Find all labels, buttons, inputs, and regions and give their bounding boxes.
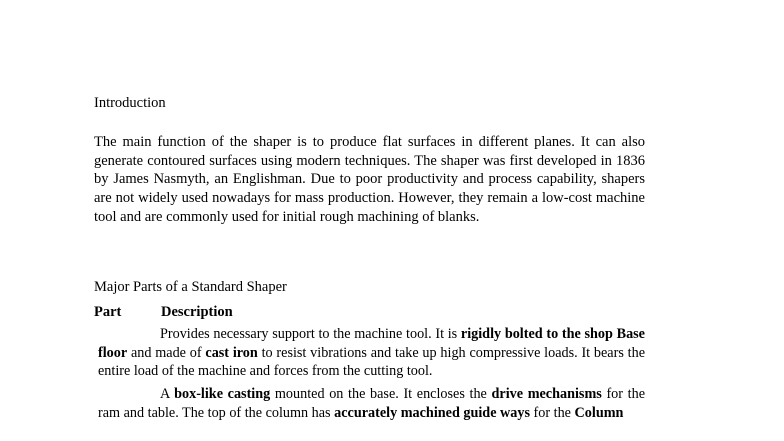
part-name: Base [616,326,645,342]
description-column-header: Description [161,304,233,320]
description-text: accurately machined guide ways [334,404,530,421]
description-text: floor [98,344,128,361]
introduction-paragraph: The main function of the shaper is to produce flat surfaces in different planes. It can also generate contoured surfaces using modern techniques. The shaper was first developed in 1836 by James Nasmyth, an Englishman. Due to poor productivity and process capability, shapers are not widely used nowadays for mass production. However, they remain a low-cost machine tool and are commonly used for initial rough machining of blanks. [94,134,645,225]
description-text: box-like casting [174,386,271,402]
table-row [98,385,645,422]
parts-table-header [94,304,654,322]
description-text: Provides necessary support to the machine tool. It is [160,326,461,342]
description-text: drive mechanisms [491,386,602,402]
description-text: to resist vibrations and take up high compressive loads. It bears the entire load of the machine and forces from the cutting tool. [98,344,645,379]
description-text: for the [530,404,575,421]
description-text: rigidly bolted to the shop [460,326,617,342]
description-text: for the ram and table. The top of the column has [98,386,645,421]
description-text: A [160,386,175,402]
part-name: Column [574,404,624,421]
introduction-heading: Introduction [94,95,166,111]
description-text: and made of [127,344,206,361]
description-text: cast iron [205,344,258,361]
part-column-header: Part [94,304,122,320]
table-row [98,325,645,381]
description-text: mounted on the base. It encloses the [270,386,492,402]
major-parts-heading: Major Parts of a Standard Shaper [94,279,287,295]
